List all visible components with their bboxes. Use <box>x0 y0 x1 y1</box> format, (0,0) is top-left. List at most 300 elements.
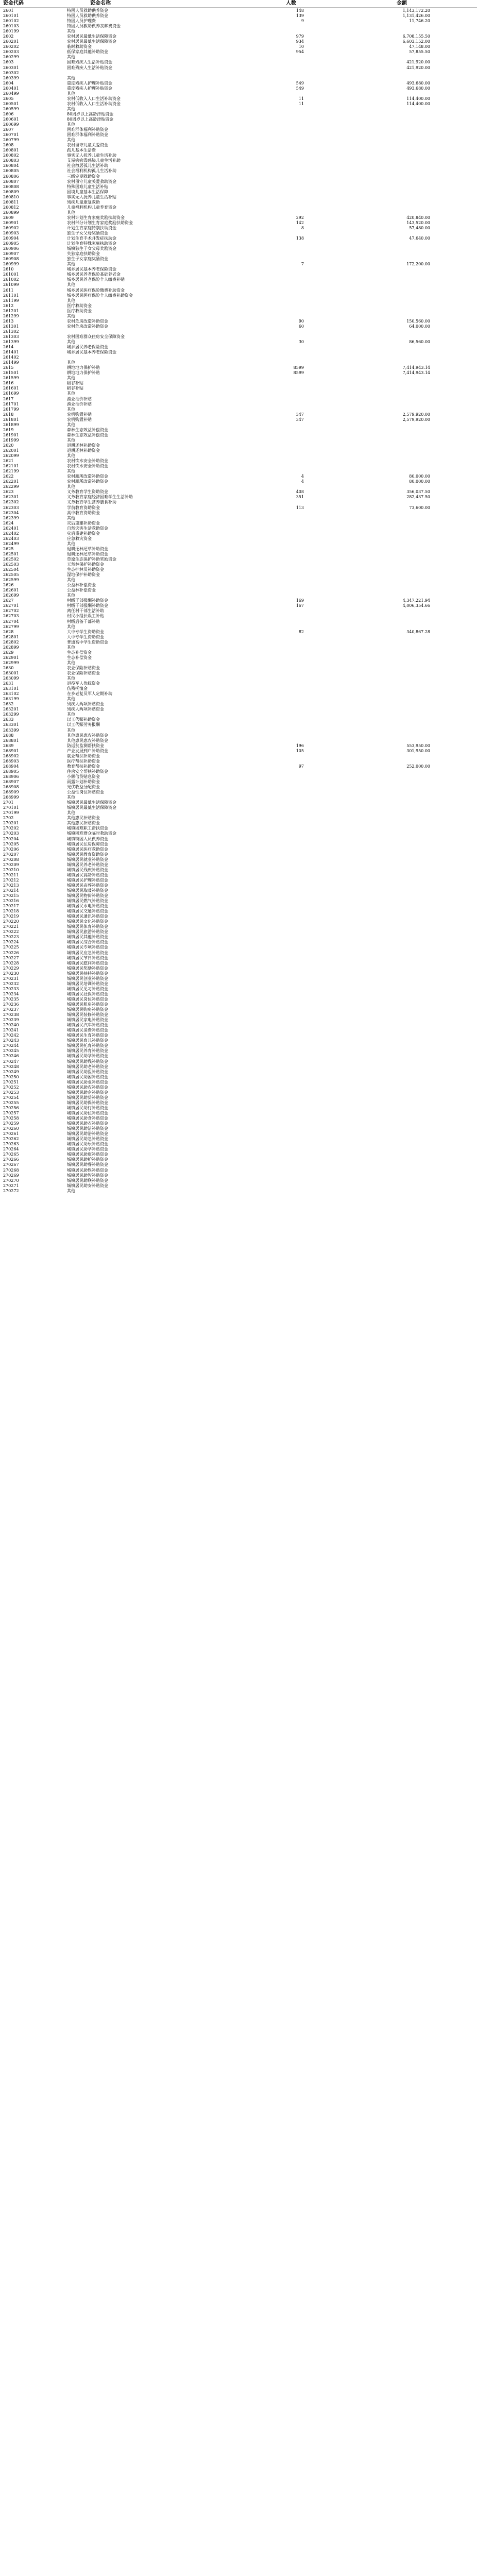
cell-count: 30 <box>298 340 304 344</box>
cell-name: 城镇居民交通补贴资金 <box>67 909 108 914</box>
cell-code: 270231 <box>3 976 19 981</box>
cell-amount: 2,579,920.00 <box>402 412 430 417</box>
cell-code: 270268 <box>3 1167 19 1173</box>
cell-name: 农村计划生育家庭奖励扶助资金 <box>67 215 125 220</box>
cell-name: 农村饮水安全补助资金 <box>67 464 108 469</box>
cell-code: 261599 <box>3 376 19 381</box>
cell-name: 稻谷补贴 <box>67 381 83 386</box>
cell-count: 139 <box>296 13 304 19</box>
cell-name: 普通高中学生资助资金 <box>67 639 108 645</box>
table-row <box>0 49 477 55</box>
cell-amount: 301,950.00 <box>406 748 430 753</box>
cell-code: 263299 <box>3 712 19 717</box>
table-row <box>0 350 477 355</box>
cell-code: 260904 <box>3 236 19 241</box>
cell-code: 260809 <box>3 189 19 194</box>
cell-name: 城镇居民助企补贴资金 <box>67 1090 108 1095</box>
cell-name: 大中专学生资助资金 <box>67 634 104 639</box>
cell-code: 270229 <box>3 965 19 971</box>
cell-name: 退役军人优抚资金 <box>67 681 100 686</box>
cell-name: 计划生育家庭特别扶助资金 <box>67 225 116 230</box>
cell-code: 2630 <box>3 665 14 670</box>
cell-name: 城镇居民见习补贴资金 <box>67 986 108 991</box>
cell-name: 城镇居民护理补贴资金 <box>67 877 108 883</box>
cell-name: 其他 <box>67 340 75 344</box>
cell-code: 270272 <box>3 1188 19 1193</box>
cell-code: 270212 <box>3 877 19 883</box>
table-row <box>0 272 477 277</box>
cell-code: 2620 <box>3 443 14 448</box>
cell-name: 公益林补偿资金 <box>67 583 96 588</box>
cell-name: 其他 <box>67 712 75 717</box>
cell-name: 城镇居民助老补贴资金 <box>67 1064 108 1069</box>
table-row <box>0 334 477 340</box>
table-row <box>0 878 477 883</box>
cell-count: 292 <box>296 215 304 220</box>
table-row <box>0 914 477 919</box>
cell-name: 特困人员护理费 <box>67 19 96 24</box>
table-row <box>0 671 477 676</box>
cell-code: 268901 <box>3 748 19 753</box>
cell-code: 2689 <box>3 743 14 748</box>
cell-name: 其他 <box>67 55 75 60</box>
table-row <box>0 132 477 138</box>
cell-code: 2616 <box>3 381 14 386</box>
cell-count: 11 <box>298 96 304 101</box>
table-row <box>0 376 477 381</box>
cell-amount: 6,603,152.00 <box>402 39 430 44</box>
cell-name: 特困人员救助供养资金 <box>67 13 108 19</box>
cell-code: 262502 <box>3 556 19 562</box>
cell-name: 农村困难群众住房安全保障资金 <box>67 334 125 339</box>
table-row <box>0 495 477 500</box>
cell-name: 城镇居民助学补贴资金 <box>67 1147 108 1152</box>
table-row <box>0 1121 477 1126</box>
cell-amount: 80,000.00 <box>409 479 430 484</box>
cell-code: 2629 <box>3 650 14 655</box>
cell-name: 其他 <box>67 91 75 96</box>
cell-name: 村级后备干部补贴 <box>67 619 100 624</box>
table-row <box>0 1018 477 1023</box>
cell-code: 260808 <box>3 184 19 189</box>
cell-code: 270210 <box>3 867 19 872</box>
cell-count: 347 <box>296 417 304 422</box>
cell-code: 261299 <box>3 313 19 318</box>
cell-amount: 80,000.00 <box>409 474 430 479</box>
cell-name: 产业发展到户补助资金 <box>67 748 108 753</box>
cell-amount: 47,640.00 <box>409 236 430 241</box>
table-row <box>0 1142 477 1147</box>
cell-name: 其他 <box>67 541 75 546</box>
cell-name: 城镇居民助医补贴资金 <box>67 1069 108 1074</box>
cell-code: 260805 <box>3 168 19 174</box>
cell-code: 2605 <box>3 96 14 101</box>
table-row <box>0 112 477 117</box>
cell-name: 其他 <box>67 484 75 489</box>
cell-name: 农机购置补贴 <box>67 417 92 422</box>
cell-code: 262802 <box>3 639 19 645</box>
table-row <box>0 200 477 205</box>
cell-code: 270213 <box>3 883 19 888</box>
cell-name: 困难残疾人生活补贴资金 <box>67 60 112 65</box>
cell-code: 268908 <box>3 785 19 790</box>
cell-name: 城镇居民养育补贴资金 <box>67 1048 108 1054</box>
cell-code: 262703 <box>3 614 19 619</box>
cell-code: 260804 <box>3 163 19 168</box>
table-row <box>0 329 477 334</box>
cell-name: 城镇居民社保补贴资金 <box>67 991 108 996</box>
cell-count: 408 <box>296 489 304 495</box>
cell-code: 270224 <box>3 940 19 945</box>
table-row <box>0 779 477 785</box>
cell-count: 10 <box>298 44 304 49</box>
cell-name: 生态护林员补助资金 <box>67 567 104 572</box>
cell-name: 其他惠民补贴资金 <box>67 821 100 826</box>
cell-amount: 2,579,920.00 <box>402 417 430 422</box>
cell-name: 城镇居民助洁补贴资金 <box>67 1126 108 1131</box>
table-row <box>0 340 477 345</box>
table-row <box>0 862 477 868</box>
cell-name: 城镇居民岗位补贴资金 <box>67 996 108 1002</box>
cell-count: 11 <box>298 101 304 106</box>
cell-code: 261199 <box>3 298 19 303</box>
cell-name: 城镇居民医疗救助资金 <box>67 846 108 852</box>
cell-code: 270235 <box>3 996 19 1002</box>
table-row <box>0 417 477 422</box>
cell-amount: 64,000.00 <box>409 324 430 329</box>
cell-code: 260501 <box>3 101 19 106</box>
table-row <box>0 516 477 521</box>
cell-name: 其他 <box>67 697 75 702</box>
table-row <box>0 1085 477 1090</box>
cell-code: 262403 <box>3 536 19 541</box>
table-row <box>0 1147 477 1152</box>
cell-code: 260811 <box>3 199 19 205</box>
table-row <box>0 443 477 448</box>
cell-code: 268902 <box>3 753 19 758</box>
cell-code: 261701 <box>3 401 19 406</box>
cell-code: 2619 <box>3 427 14 432</box>
cell-name: 其他惠民补贴资金 <box>67 816 100 821</box>
table-row <box>0 153 477 158</box>
cell-name: 义务教育学生资助资金 <box>67 489 108 495</box>
cell-code: 2702 <box>3 816 14 821</box>
cell-name: 防返贫监测帮扶资金 <box>67 743 104 748</box>
cell-code: 260499 <box>3 91 19 96</box>
table-row <box>0 924 477 929</box>
table-row <box>0 168 477 174</box>
cell-amount: 47,148.00 <box>409 44 430 49</box>
cell-code: 262504 <box>3 567 19 572</box>
cell-name: 城镇居民水电补贴资金 <box>67 904 108 909</box>
cell-name: 其他 <box>67 593 75 598</box>
table-row <box>0 1054 477 1059</box>
table-row <box>0 1137 477 1142</box>
cell-code: 2604 <box>3 80 14 86</box>
cell-name: 义务教育学生营养膳食补助 <box>67 500 116 505</box>
table-row <box>0 935 477 940</box>
cell-name: 城镇居民最低生活保障资金 <box>67 800 116 805</box>
cell-code: 270228 <box>3 960 19 965</box>
cell-name: 城镇居民高龄补贴资金 <box>67 872 108 877</box>
cell-code: 270269 <box>3 1173 19 1178</box>
cell-code: 263301 <box>3 722 19 727</box>
cell-count: 347 <box>296 412 304 417</box>
table-row <box>0 101 477 107</box>
cell-code: 260203 <box>3 49 19 55</box>
cell-name: 离任村干部生活补助 <box>67 608 104 614</box>
cell-amount: 6,708,155.50 <box>402 34 430 39</box>
table-row <box>0 34 477 39</box>
table-row <box>0 303 477 309</box>
table-row <box>0 179 477 184</box>
cell-name: 城镇居民助乐补贴资金 <box>67 1142 108 1147</box>
cell-code: 270207 <box>3 852 19 857</box>
cell-name: 以工代赈劳务报酬 <box>67 722 100 727</box>
table-row <box>0 1131 477 1137</box>
cell-code: 2612 <box>3 303 14 308</box>
cell-name: 城镇居民汽车补贴资金 <box>67 1023 108 1028</box>
table-row <box>0 1023 477 1028</box>
cell-code: 270258 <box>3 1116 19 1121</box>
cell-code: 262699 <box>3 593 19 598</box>
table-row <box>0 686 477 691</box>
table-row <box>0 438 477 443</box>
cell-name: 80周岁以上高龄津贴资金 <box>67 116 114 122</box>
cell-name: 其他 <box>67 453 75 459</box>
cell-name: 城镇居民慰问补贴资金 <box>67 960 108 965</box>
table-row <box>0 1189 477 1194</box>
table-row <box>0 13 477 19</box>
table-row <box>0 511 477 516</box>
cell-name: 公益林补偿资金 <box>67 588 96 593</box>
cell-code: 260901 <box>3 220 19 225</box>
table-row <box>0 728 477 733</box>
cell-name: 城镇居民育儿补贴资金 <box>67 1038 108 1043</box>
table-row <box>0 816 477 821</box>
cell-code: 2623 <box>3 489 14 495</box>
table-row <box>0 1126 477 1131</box>
cell-name: 其他 <box>67 75 75 80</box>
cell-name: 城镇居民取暖补贴资金 <box>67 888 108 893</box>
cell-code: 260899 <box>3 210 19 215</box>
table-row <box>0 138 477 143</box>
cell-amount: 11,746.20 <box>409 19 430 24</box>
cell-name: 其他 <box>67 106 75 111</box>
cell-code: 2633 <box>3 717 14 722</box>
table-row <box>0 655 477 660</box>
cell-name: 低保家庭其他补助资金 <box>67 49 108 55</box>
table-row <box>0 1080 477 1085</box>
cell-code: 2611 <box>3 287 14 293</box>
table-row <box>0 71 477 76</box>
table-row <box>0 868 477 873</box>
cell-amount: 73,600.00 <box>409 505 430 510</box>
table-row <box>0 676 477 681</box>
cell-name: 独生子女父母奖励资金 <box>67 231 108 236</box>
cell-amount: 57,855.50 <box>409 49 430 55</box>
cell-name: 城镇居民助贷补贴资金 <box>67 1095 108 1100</box>
table-row <box>0 552 477 557</box>
cell-name: 城镇居民通讯补贴资金 <box>67 914 108 919</box>
table-row <box>0 614 477 619</box>
cell-name: 残疾人两项补贴资金 <box>67 707 104 712</box>
table-row <box>0 608 477 614</box>
table-row <box>0 365 477 370</box>
cell-name: 城镇居民助浴补贴资金 <box>67 1131 108 1137</box>
cell-code: 270201 <box>3 821 19 826</box>
cell-code: 2628 <box>3 629 14 634</box>
cell-name: 计划生育手术并发症扶助金 <box>67 236 116 241</box>
cell-code: 260399 <box>3 75 19 80</box>
table-row <box>0 428 477 433</box>
table-row <box>0 810 477 816</box>
cell-name: 城镇居民教育资助资金 <box>67 852 108 857</box>
cell-code: 2618 <box>3 412 14 417</box>
cell-name: 其他 <box>67 138 75 143</box>
table-row <box>0 1048 477 1054</box>
table-row <box>0 288 477 293</box>
table-row <box>0 1064 477 1070</box>
table-row <box>0 39 477 44</box>
cell-code: 268909 <box>3 790 19 795</box>
table-row <box>0 650 477 655</box>
cell-code: 270253 <box>3 1090 19 1095</box>
cell-name: 湿地保护补助资金 <box>67 572 100 578</box>
cell-code: 260101 <box>3 13 19 19</box>
cell-code: 2626 <box>3 583 14 588</box>
cell-code: 2701 <box>3 800 14 805</box>
table-row <box>0 210 477 215</box>
cell-amount: 356,037.50 <box>406 489 430 495</box>
cell-name: 村级干部报酬补助资金 <box>67 603 108 608</box>
cell-amount: 282,437.50 <box>406 495 430 500</box>
cell-code: 270206 <box>3 846 19 852</box>
cell-name: 其他 <box>67 676 75 681</box>
cell-count: 9 <box>301 19 304 24</box>
cell-code: 262099 <box>3 453 19 459</box>
cell-code: 270225 <box>3 945 19 950</box>
table-row <box>0 961 477 966</box>
table-row <box>0 469 477 474</box>
table-row <box>0 852 477 857</box>
cell-name: 城镇居民就业补贴资金 <box>67 857 108 862</box>
table-row <box>0 381 477 386</box>
cell-code: 270249 <box>3 1069 19 1074</box>
cell-amount: 340,867.28 <box>406 629 430 634</box>
table-row <box>0 324 477 329</box>
cell-name: 在乡老复员军人定期补助 <box>67 691 112 697</box>
cell-name: 生态补偿资金 <box>67 655 92 660</box>
cell-code: 270261 <box>3 1131 19 1137</box>
cell-amount: 172,200.00 <box>406 262 430 267</box>
cell-code: 2607 <box>3 127 14 132</box>
cell-amount: 553,950.00 <box>406 743 430 748</box>
cell-name: 退耕还林还草补助资金 <box>67 546 108 551</box>
table-row <box>0 453 477 459</box>
cell-code: 2614 <box>3 345 14 350</box>
cell-code: 262801 <box>3 634 19 639</box>
cell-name: 80周岁以上高龄津贴资金 <box>67 111 114 116</box>
cell-code: 270267 <box>3 1162 19 1167</box>
cell-count: 934 <box>296 39 304 44</box>
cell-name: 公益性岗位补贴资金 <box>67 790 104 795</box>
cell-amount: 150,560.00 <box>406 318 430 324</box>
cell-name: 特殊困难儿童生活补贴 <box>67 184 108 189</box>
table-row <box>0 966 477 971</box>
table-row <box>0 1012 477 1018</box>
table-row <box>0 309 477 314</box>
cell-name: 草原生态保护补助奖励资金 <box>67 556 116 562</box>
table-row <box>0 743 477 749</box>
cell-amount: 493,680.00 <box>406 86 430 91</box>
cell-name: 三级定期救助资金 <box>67 174 100 179</box>
cell-name: 其他 <box>67 1188 75 1193</box>
cell-code: 270205 <box>3 841 19 846</box>
table-row <box>0 19 477 24</box>
cell-code: 270216 <box>3 899 19 904</box>
table-row <box>0 24 477 29</box>
table-row <box>0 899 477 904</box>
cell-code: 262499 <box>3 541 19 546</box>
table-row <box>0 531 477 536</box>
table-row <box>0 536 477 541</box>
table-row <box>0 422 477 428</box>
table-row <box>0 1100 477 1106</box>
cell-name: 城镇居民家电补贴资金 <box>67 1018 108 1023</box>
cell-code: 262304 <box>3 510 19 515</box>
cell-name: 其他 <box>67 578 75 583</box>
cell-code: 270223 <box>3 935 19 940</box>
cell-code: 270262 <box>3 1137 19 1142</box>
cell-name: 其他 <box>67 437 75 443</box>
table-row <box>0 231 477 236</box>
table-row <box>0 257 477 262</box>
cell-code: 263101 <box>3 686 19 691</box>
cell-name: 城镇居民节日补贴资金 <box>67 955 108 960</box>
table-row <box>0 630 477 635</box>
table-row <box>0 562 477 567</box>
cell-name: 渔业油价补贴 <box>67 396 92 401</box>
cell-code: 261799 <box>3 406 19 412</box>
cell-amount: 114,400.00 <box>406 101 430 106</box>
cell-code: 263201 <box>3 707 19 712</box>
cell-count: 979 <box>296 34 304 39</box>
header-code: 资金代码 <box>3 1 24 6</box>
table-row <box>0 158 477 163</box>
table-row <box>0 1002 477 1007</box>
cell-code: 268906 <box>3 774 19 779</box>
cell-code: 262201 <box>3 479 19 484</box>
cell-name: 其他 <box>67 262 75 267</box>
cell-code: 261301 <box>3 324 19 329</box>
table-row <box>0 1033 477 1038</box>
cell-code: 270238 <box>3 1012 19 1018</box>
table-row <box>0 893 477 899</box>
cell-code: 260806 <box>3 174 19 179</box>
cell-amount: 86,560.00 <box>409 340 430 344</box>
cell-name: 城镇居民助护补贴资金 <box>67 1157 108 1162</box>
cell-name: 困境儿童基本生活保障 <box>67 189 108 194</box>
table-row <box>0 65 477 71</box>
cell-code: 270218 <box>3 909 19 914</box>
cell-amount: 252,000.00 <box>406 764 430 769</box>
table-row <box>0 1178 477 1183</box>
table-row <box>0 733 477 738</box>
cell-name: 农机购置补贴 <box>67 412 92 417</box>
cell-name: 城镇居民助保补贴资金 <box>67 1100 108 1105</box>
cell-name: 城镇居民助餐补贴资金 <box>67 1162 108 1167</box>
